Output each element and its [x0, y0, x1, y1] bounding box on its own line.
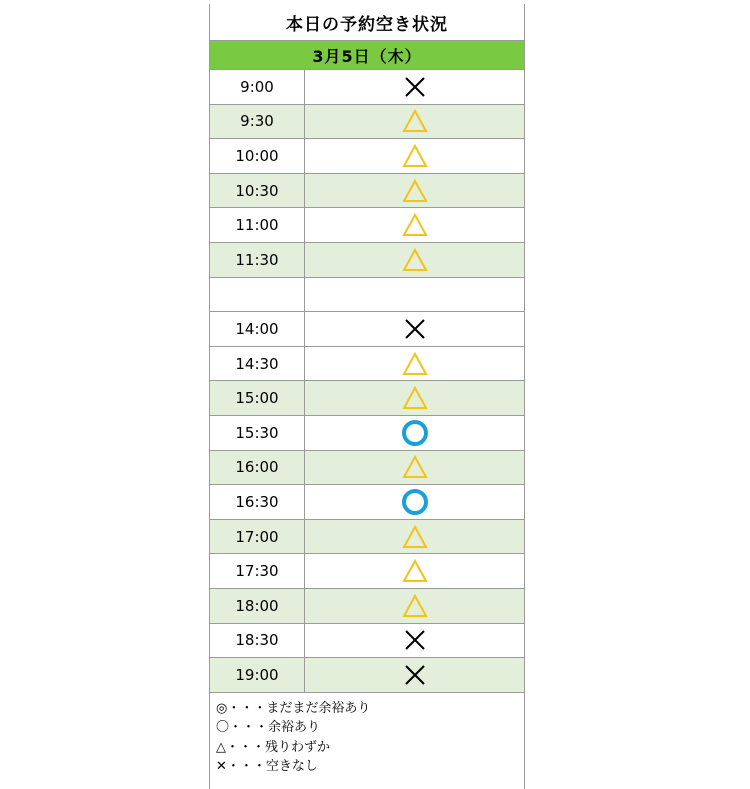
page-title: 本日の予約空き状況	[286, 14, 448, 35]
slot-row	[210, 381, 524, 416]
cross-icon	[401, 626, 429, 654]
cross-icon	[401, 661, 429, 689]
slot-status	[305, 451, 524, 485]
slot-time: 19:00	[210, 658, 305, 692]
slot-time: 10:30	[210, 174, 305, 208]
slot-time: 17:00	[210, 520, 305, 554]
slot-status	[305, 243, 524, 277]
triangle-icon	[401, 211, 429, 239]
legend-double-circle: ◎・・・まだまだ余裕あり	[216, 700, 371, 716]
legend	[210, 693, 524, 777]
slot-time: 16:30	[210, 485, 305, 519]
triangle-icon	[401, 592, 429, 620]
cross-icon	[401, 73, 429, 101]
triangle-icon	[401, 557, 429, 585]
slot-row	[210, 243, 524, 278]
cross-icon	[401, 315, 429, 343]
circle-icon	[401, 419, 429, 447]
slot-row	[210, 70, 524, 105]
slot-row	[210, 174, 524, 209]
slot-row	[210, 208, 524, 243]
date-header: 3月5日（木）	[210, 40, 524, 70]
slot-time: 18:30	[210, 624, 305, 658]
slot-time: 10:00	[210, 139, 305, 173]
slot-time: 15:00	[210, 381, 305, 415]
triangle-icon	[401, 350, 429, 378]
availability-sheet	[209, 4, 525, 789]
slot-status	[305, 485, 524, 519]
slot-time: 9:30	[210, 105, 305, 139]
slot-time: 15:30	[210, 416, 305, 450]
slot-status	[305, 658, 524, 692]
slot-row	[210, 624, 524, 659]
slot-time: 14:30	[210, 347, 305, 381]
slot-status	[305, 278, 524, 312]
triangle-icon	[401, 384, 429, 412]
slot-row	[210, 451, 524, 486]
slot-row	[210, 554, 524, 589]
slot-row	[210, 312, 524, 347]
slot-row-break	[210, 278, 524, 313]
triangle-icon	[401, 142, 429, 170]
slot-status	[305, 347, 524, 381]
triangle-icon	[401, 107, 429, 135]
legend-cross: ✕・・・空きなし	[216, 759, 318, 775]
slot-status	[305, 416, 524, 450]
slot-time: 11:30	[210, 243, 305, 277]
slot-status	[305, 554, 524, 588]
circle-icon	[401, 488, 429, 516]
triangle-icon	[401, 177, 429, 205]
slot-time: 14:00	[210, 312, 305, 346]
slot-row	[210, 589, 524, 624]
legend-triangle: △・・・残りわずか	[216, 739, 330, 755]
slot-row	[210, 416, 524, 451]
slot-time: 18:00	[210, 589, 305, 623]
slot-status	[305, 105, 524, 139]
slot-row	[210, 658, 524, 693]
slot-row	[210, 139, 524, 174]
slot-status	[305, 208, 524, 242]
slot-status	[305, 70, 524, 104]
slot-row	[210, 520, 524, 555]
triangle-icon	[401, 453, 429, 481]
slot-status	[305, 624, 524, 658]
triangle-icon	[401, 523, 429, 551]
slot-time	[210, 278, 305, 312]
slot-row	[210, 347, 524, 382]
legend-circle: 〇・・・余裕あり	[216, 720, 321, 736]
slot-time: 17:30	[210, 554, 305, 588]
slot-status	[305, 139, 524, 173]
slot-time: 9:00	[210, 70, 305, 104]
slot-status	[305, 589, 524, 623]
slot-row	[210, 485, 524, 520]
triangle-icon	[401, 246, 429, 274]
slot-status	[305, 381, 524, 415]
slot-status	[305, 174, 524, 208]
slot-time: 11:00	[210, 208, 305, 242]
slot-row	[210, 105, 524, 140]
slot-status	[305, 312, 524, 346]
slot-list	[210, 70, 524, 693]
slot-status	[305, 520, 524, 554]
slot-time: 16:00	[210, 451, 305, 485]
